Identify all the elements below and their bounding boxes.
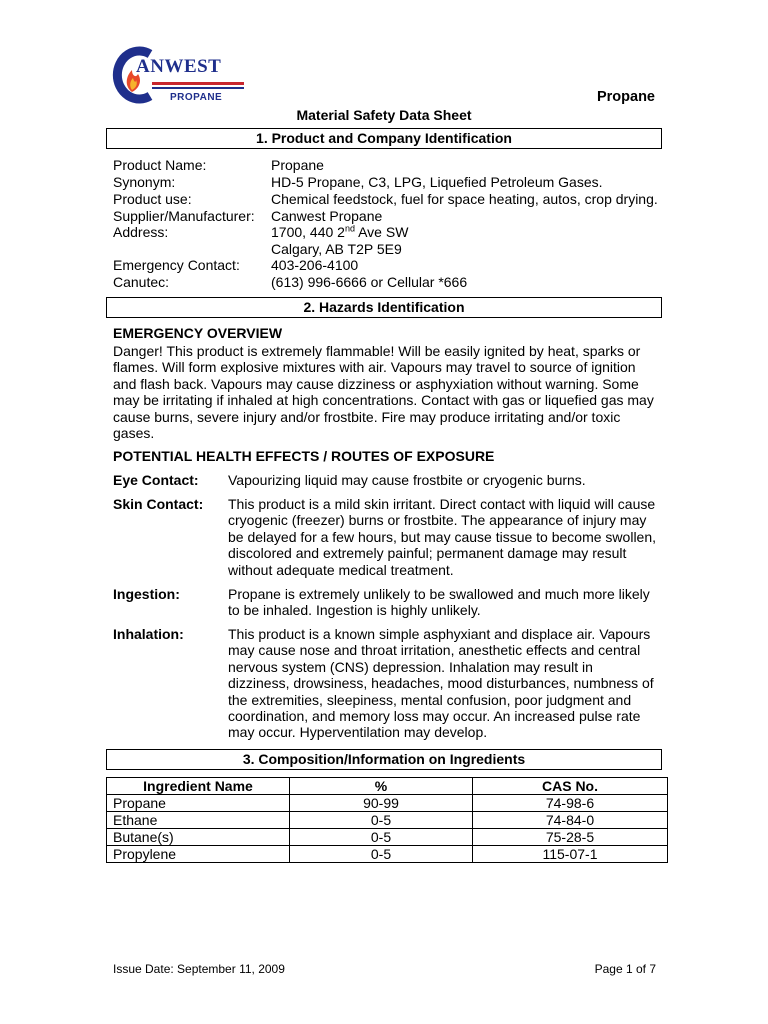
ingredient-cas: 115-07-1 (473, 846, 668, 863)
identification-label: Canutec: (113, 274, 170, 290)
identification-value: HD-5 Propane, C3, LPG, Liquefied Petroleum Gases. (271, 174, 603, 190)
identification-value (271, 224, 408, 241)
section-1-heading: 1. Product and Company Identification (106, 128, 662, 149)
document-title: Material Safety Data Sheet (296, 107, 472, 123)
identification-value: 403-206-4100 (271, 257, 359, 273)
address-ordinal: nd (344, 223, 355, 234)
health-effects-heading: POTENTIAL HEALTH EFFECTS / ROUTES OF EXPOSURE (113, 448, 495, 464)
logo-wordmark: ANWEST (136, 56, 222, 77)
emergency-overview-text: Danger! This product is extremely flammable! Will be easily ignited by heat, sparks or flames. Will form explosive mixtures with air. Vapours may travel to source of ignition and flash back. Vapours may cause dizziness or asphyxiation without warning. Some may be irritating if inhaled at high concentrations. Contact with gas or liquefied gas may cause burns, severe injury and/or frostbite. Fire may produce irritating and/or toxic gases. (113, 343, 654, 442)
ingredient-name: Ethane (107, 812, 290, 829)
ingredient-percent: 90-99 (290, 795, 473, 812)
identification-value: Chemical feedstock, fuel for space heating, autos, crop drying. (271, 191, 658, 207)
address-number: 1700, 440 2 (271, 224, 345, 240)
table-row (107, 812, 668, 829)
ingredient-cas: 74-84-0 (473, 812, 668, 829)
ingredient-cas: 74-98-6 (473, 795, 668, 812)
identification-label: Product use: (113, 191, 192, 207)
skin-contact-text: This product is a mild skin irritant. Direct contact with liquid will cause cryogenic (freezer) burns or frostbite. The appearance of injury may be delayed for a few hours, but may cause tissue to become swollen, discolored and extremely painful; permanent damage may result without adequate medical treatment. (228, 496, 657, 578)
ingredient-percent: 0-5 (290, 829, 473, 846)
logo-subtitle: PROPANE (170, 92, 223, 103)
ingredient-cas: 75-28-5 (473, 829, 668, 846)
section-2-heading: 2. Hazards Identification (106, 297, 662, 318)
table-row (107, 829, 668, 846)
logo-red-rule (152, 82, 244, 85)
eye-contact-label: Eye Contact: (113, 472, 199, 488)
product-name-header: Propane (596, 89, 655, 105)
inhalation-text: This product is a known simple asphyxiant and displace air. Vapours may cause nose and throat irritation, anesthetic effects and central nervous system (CNS) depression. Inhalation may result in dizziness, drowsiness, headaches, mood disturbances, numbness of the extremities, sleepiness, mental confusion, poor judgment and coordination, and memory loss may occur. An increased pulse rate may occur. Hyperventilation may develop. (228, 626, 654, 741)
address-street: Ave SW (354, 224, 409, 240)
identification-label: Product Name: (113, 157, 207, 173)
eye-contact-text: Vapourizing liquid may cause frostbite or cryogenic burns. (228, 472, 586, 488)
identification-value: (613) 996-6666 or Cellular *666 (271, 274, 468, 290)
logo-blue-rule (152, 87, 244, 89)
table-header-row (107, 778, 668, 795)
column-header-percent: % (290, 778, 473, 795)
inhalation-label: Inhalation: (113, 626, 184, 642)
ingredient-name: Butane(s) (107, 829, 290, 846)
identification-value: Calgary, AB T2P 5E9 (271, 241, 402, 257)
table-row (107, 795, 668, 812)
identification-value: Propane (271, 157, 324, 173)
ingredient-percent: 0-5 (290, 812, 473, 829)
column-header-ingredient: Ingredient Name (107, 778, 290, 795)
page-number: Page 1 of 7 (594, 962, 656, 976)
identification-label: Supplier/Manufacturer: (113, 208, 255, 224)
issue-date: Issue Date: September 11, 2009 (113, 962, 285, 976)
ingredient-name: Propylene (107, 846, 290, 863)
identification-label: Address: (113, 224, 169, 240)
ingestion-label: Ingestion: (113, 586, 180, 602)
ingredients-table (106, 777, 668, 863)
table-row (107, 846, 668, 863)
section-3-heading: 3. Composition/Information on Ingredients (106, 749, 662, 770)
column-header-cas: CAS No. (473, 778, 668, 795)
company-logo (110, 42, 250, 108)
ingredient-name: Propane (107, 795, 290, 812)
identification-value: Canwest Propane (271, 208, 383, 224)
emergency-overview-heading: EMERGENCY OVERVIEW (113, 325, 283, 341)
identification-label: Synonym: (113, 174, 176, 190)
ingestion-text: Propane is extremely unlikely to be swallowed and much more likely to be inhaled. Ingestion is highly unlikely. (228, 586, 650, 619)
skin-contact-label: Skin Contact: (113, 496, 204, 512)
identification-label: Emergency Contact: (113, 257, 240, 273)
ingredient-percent: 0-5 (290, 846, 473, 863)
